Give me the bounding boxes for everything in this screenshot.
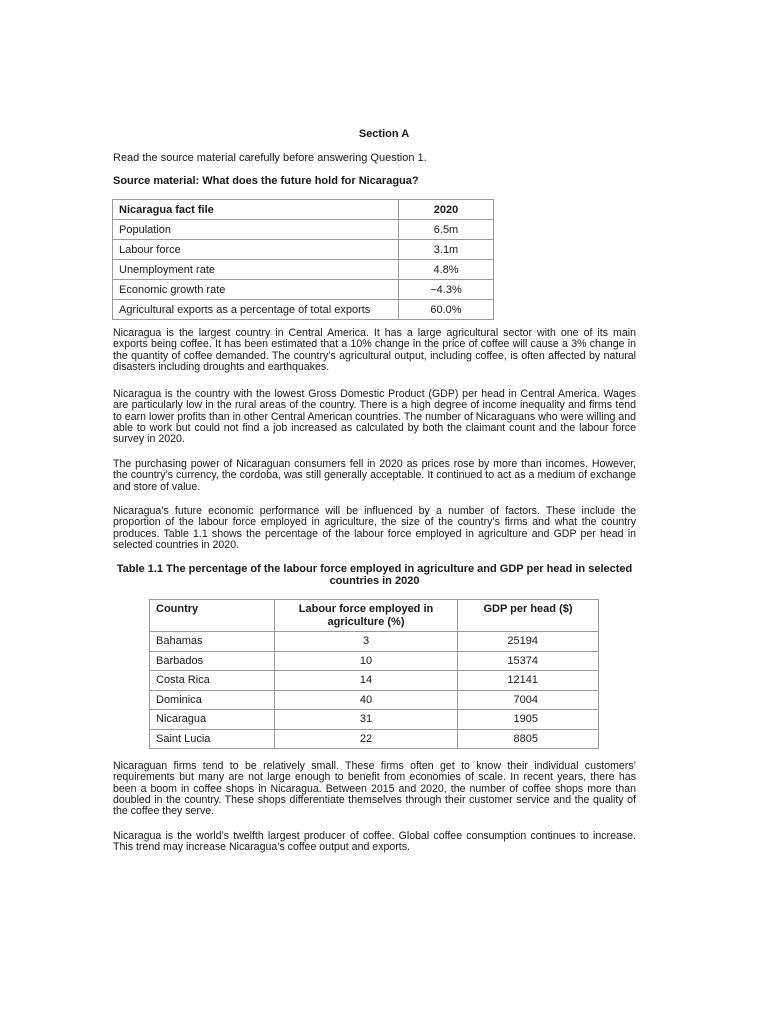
- fact-label: Agricultural exports as a percentage of total exports: [113, 300, 399, 320]
- table-row: [150, 710, 599, 730]
- labour-cell: 22: [275, 729, 458, 749]
- labour-cell: 40: [275, 690, 458, 710]
- paragraph: Nicaragua is the largest country in Central America. It has a large agricultural sector with one of its main exports being coffee. It has been estimated that a 10% change in the price of coffee will cause a 3% change in the quantity of coffee demanded. The country’s agricultural output, including coffee, is often affected by natural disasters including droughts and earthquakes.: [113, 327, 636, 373]
- table-row: [150, 651, 599, 671]
- gdp-cell: 7004: [458, 690, 599, 710]
- agriculture-gdp-table: [149, 599, 599, 749]
- paragraph: Nicaragua is the country with the lowest Gross Domestic Product (GDP) per head in Central America. Wages are particularly low in the rural areas of the country. There is a high degree of income inequality and firms tend to earn lower profits than in other Central American countries. The number of Nicaraguans who were willing and able to work but could not find a job increased as calculated by both the claimant count and the labour force survey in 2020.: [113, 388, 636, 446]
- fact-row: [113, 220, 494, 240]
- intro-instruction: Read the source material carefully before answering Question 1.: [113, 152, 427, 164]
- fact-label: Population: [113, 220, 399, 240]
- table-row: [150, 690, 599, 710]
- table-row: [150, 729, 599, 749]
- gdp-cell: 15374: [458, 651, 599, 671]
- table-header-row: [150, 600, 599, 632]
- paragraph: Nicaragua is the world’s twelfth largest producer of coffee. Global coffee consumption continues to increase. This trend may increase Nicaragua’s coffee output and exports.: [113, 830, 636, 854]
- fact-value: −4.3%: [399, 280, 494, 300]
- column-header: Labour force employed in agriculture (%): [275, 600, 458, 632]
- labour-cell: 3: [275, 632, 458, 652]
- labour-cell: 14: [275, 671, 458, 691]
- fact-file-table: [112, 199, 494, 320]
- fact-row: [113, 300, 494, 320]
- country-cell: Nicaragua: [150, 710, 275, 730]
- section-title: Section A: [358, 128, 410, 140]
- paragraph: The purchasing power of Nicaraguan consumers fell in 2020 as prices rose by more than incomes. However, the country’s currency, the cordoba, was still generally acceptable. It continued to act as a medium of exchange and store of value.: [113, 458, 636, 493]
- labour-cell: 31: [275, 710, 458, 730]
- fact-value: 3.1m: [399, 240, 494, 260]
- fact-file-year-header: 2020: [399, 200, 494, 220]
- fact-row: [113, 280, 494, 300]
- fact-label: Labour force: [113, 240, 399, 260]
- paragraph: Nicaraguan firms tend to be relatively small. These firms often get to know their individual customers’ requirements but many are not large enough to benefit from economies of scale. In recent years, there has been a boom in coffee shops in Nicaragua. Between 2015 and 2020, the number of coffee shops more than doubled in the country. These shops differentiate themselves through their customer service and the quality of the coffee they serve.: [113, 760, 636, 818]
- source-title: Source material: What does the future hold for Nicaragua?: [113, 175, 419, 187]
- fact-label: Unemployment rate: [113, 260, 399, 280]
- fact-file-header-row: [113, 200, 494, 220]
- gdp-cell: 8805: [458, 729, 599, 749]
- gdp-cell: 1905: [458, 710, 599, 730]
- table-row: [150, 671, 599, 691]
- fact-row: [113, 240, 494, 260]
- fact-label: Economic growth rate: [113, 280, 399, 300]
- country-cell: Bahamas: [150, 632, 275, 652]
- column-header: GDP per head ($): [458, 600, 599, 632]
- labour-cell: 10: [275, 651, 458, 671]
- table-caption: Table 1.1 The percentage of the labour force employed in agriculture and GDP per head in selected countries in 2020: [116, 563, 633, 587]
- fact-value: 60.0%: [399, 300, 494, 320]
- country-cell: Barbados: [150, 651, 275, 671]
- column-header: Country: [150, 600, 275, 632]
- gdp-cell: 25194: [458, 632, 599, 652]
- paragraph: Nicaragua’s future economic performance will be influenced by a number of factors. These include the proportion of the labour force employed in agriculture, the size of the country’s firms and what the country produces. Table 1.1 shows the percentage of the labour force employed in agriculture and GDP per head in selected countries in 2020.: [113, 505, 636, 551]
- country-cell: Costa Rica: [150, 671, 275, 691]
- gdp-cell: 12141: [458, 671, 599, 691]
- table-row: [150, 632, 599, 652]
- country-cell: Dominica: [150, 690, 275, 710]
- fact-file-header: Nicaragua fact file: [113, 200, 399, 220]
- country-cell: Saint Lucia: [150, 729, 275, 749]
- fact-value: 6.5m: [399, 220, 494, 240]
- fact-value: 4.8%: [399, 260, 494, 280]
- fact-row: [113, 260, 494, 280]
